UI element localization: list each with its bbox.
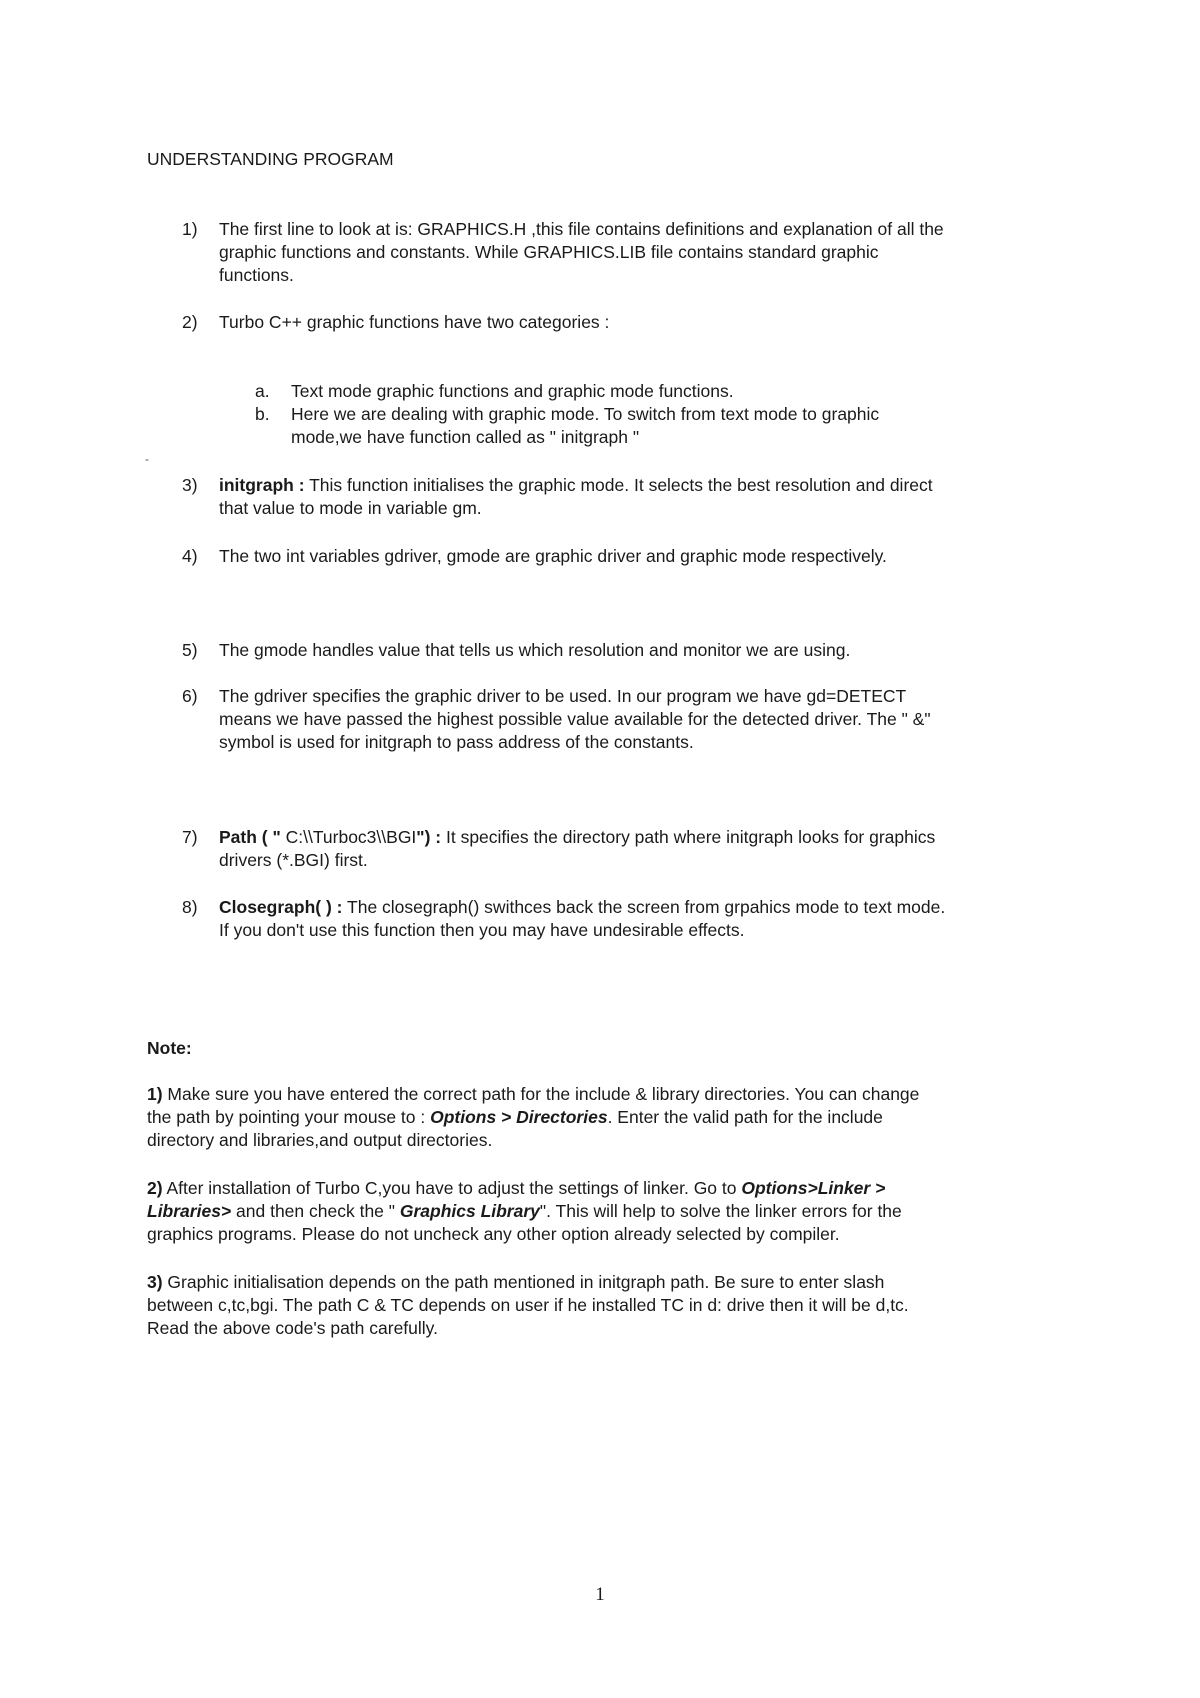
note-2-line-1 [147, 1177, 885, 1200]
note-1-text: Make sure you have entered the correct path for the include & library directories. You can change [162, 1084, 920, 1104]
menu-path: Options>Linker > [741, 1178, 886, 1198]
item-number: 7) [182, 827, 198, 847]
note-2-line-2 [147, 1200, 902, 1223]
note-3-text: Graphic initialisation depends on the path mentioned in initgraph path. Be sure to enter slash [162, 1272, 885, 1292]
item-number: 6) [182, 686, 198, 706]
item-4-line-1: The two int variables gdriver, gmode are graphic driver and graphic mode respectively. [219, 546, 887, 566]
page-title: UNDERSTANDING PROGRAM [147, 149, 394, 169]
stray-mark: - [145, 452, 149, 466]
menu-path: Libraries> [147, 1201, 232, 1221]
note-number: 2) [147, 1178, 163, 1198]
subitem-b-line-1: Here we are dealing with graphic mode. To switch from text mode to graphic [291, 404, 880, 424]
subitem-letter: a. [255, 381, 270, 401]
item-6-line-1: The gdriver specifies the graphic driver to be used. In our program we have gd=DETECT [219, 686, 907, 706]
note-heading: Note: [147, 1038, 192, 1058]
item-2-line-1: Turbo C++ graphic functions have two categories : [219, 312, 610, 332]
note-2-line-3: graphics programs. Please do not uncheck any other option already selected by compiler. [147, 1224, 840, 1244]
item-8-line-2: If you don't use this function then you may have undesirable effects. [219, 920, 745, 940]
item-3-line-1 [219, 474, 933, 497]
item-3-term: initgraph : [219, 475, 305, 495]
note-number: 1) [147, 1084, 163, 1104]
item-6-line-3: symbol is used for initgraph to pass address of the constants. [219, 732, 694, 752]
item-1-line-3: functions. [219, 265, 294, 285]
option-name: Graphics Library [399, 1201, 540, 1221]
item-8-text: The closegraph() swithces back the screen from grpahics mode to text mode. [342, 897, 946, 917]
note-1-line-2 [147, 1106, 883, 1129]
subitem-a-line-1: Text mode graphic functions and graphic mode functions. [291, 381, 734, 401]
note-1-line-3: directory and libraries,and output directories. [147, 1130, 493, 1150]
note-3-line-1 [147, 1271, 884, 1294]
item-number: 4) [182, 546, 198, 566]
item-7-line-2: drivers (*.BGI) first. [219, 850, 368, 870]
note-3-line-2: between c,tc,bgi. The path C & TC depends on user if he installed TC in d: drive then it will be d,tc. [147, 1295, 909, 1315]
note-number: 3) [147, 1272, 163, 1292]
subitem-b-line-2: mode,we have function called as " initgraph " [291, 427, 640, 447]
item-3-line-2: that value to mode in variable gm. [219, 498, 482, 518]
item-number: 5) [182, 640, 198, 660]
note-2-text: After installation of Turbo C,you have to adjust the settings of linker. Go to [162, 1178, 742, 1198]
item-8-line-1 [219, 896, 945, 919]
item-number: 2) [182, 312, 198, 332]
item-8-term: Closegraph( ) : [219, 897, 343, 917]
item-1-line-2: graphic functions and constants. While GRAPHICS.LIB file contains standard graphic [219, 242, 879, 262]
item-6-line-2: means we have passed the highest possible value available for the detected driver. The " &" [219, 709, 931, 729]
menu-path: Options > Directories [430, 1107, 608, 1127]
note-1-text: the path by pointing your mouse to : [147, 1107, 431, 1127]
item-3-text: This function initialises the graphic mode. It selects the best resolution and direct [304, 475, 933, 495]
note-2-text: and then check the " [231, 1201, 400, 1221]
item-5-line-1: The gmode handles value that tells us which resolution and monitor we are using. [219, 640, 851, 660]
note-3-line-3: Read the above code's path carefully. [147, 1318, 438, 1338]
item-7-text: It specifies the directory path where initgraph looks for graphics [441, 827, 936, 847]
subitem-letter: b. [255, 404, 270, 424]
note-1-line-1 [147, 1083, 919, 1106]
note-2-text: ". This will help to solve the linker errors for the [539, 1201, 902, 1221]
item-number: 3) [182, 475, 198, 495]
note-1-text: . Enter the valid path for the include [607, 1107, 883, 1127]
item-7-path: C:\\Turboc3\\BGI [280, 827, 417, 847]
item-7-term-a: Path ( " [219, 827, 281, 847]
page-number: 1 [595, 1584, 605, 1605]
item-7-term-b: ") : [416, 827, 442, 847]
item-7-line-1 [219, 826, 935, 849]
item-number: 8) [182, 897, 198, 917]
item-1-line-1: The first line to look at is: GRAPHICS.H ,this file contains definitions and explanation of all the [219, 219, 944, 239]
item-number: 1) [182, 219, 198, 239]
